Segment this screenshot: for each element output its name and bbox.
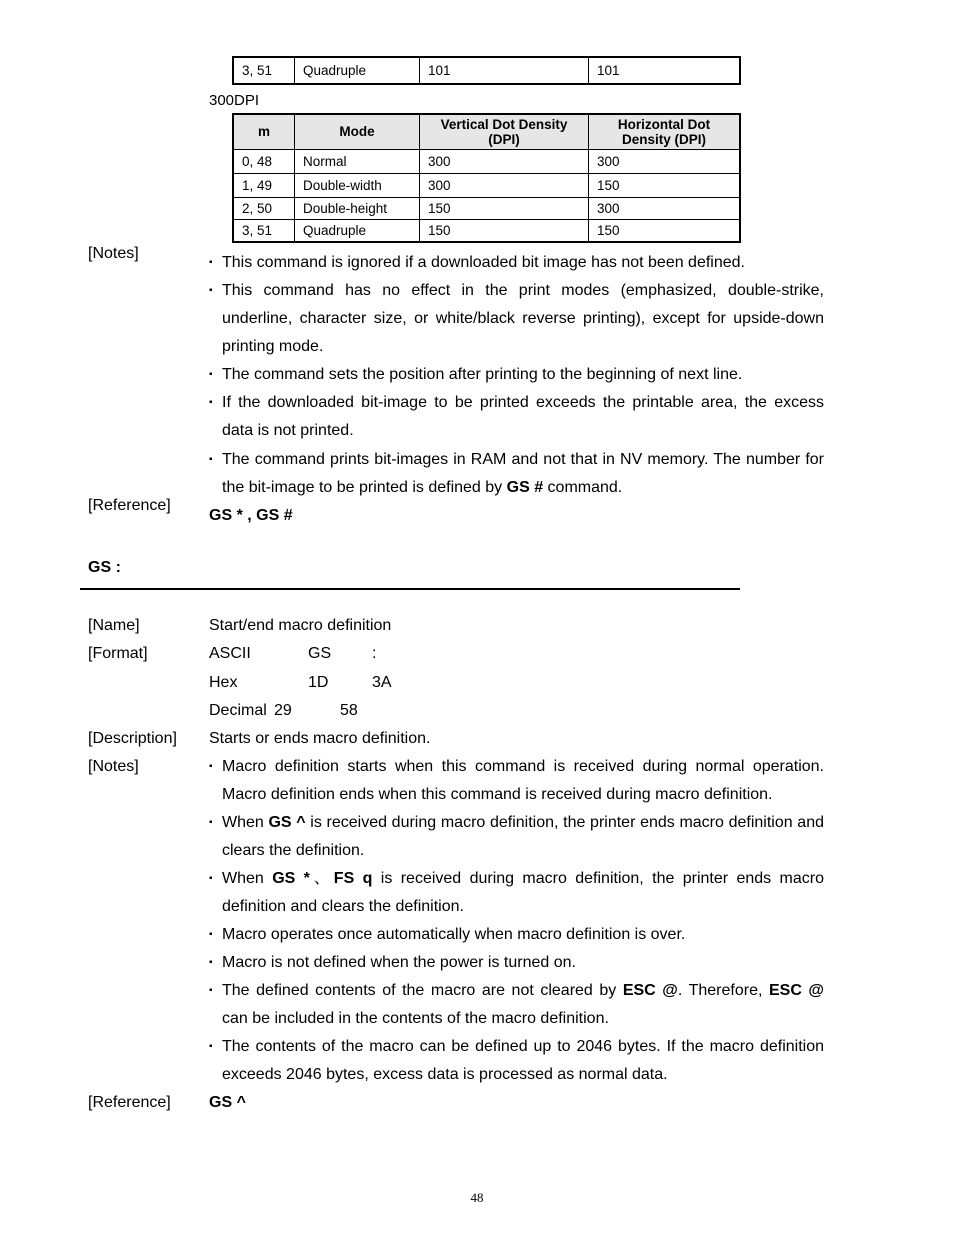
dpi300-table — [232, 113, 741, 243]
command-ref: GS * — [272, 870, 310, 887]
table-cell: 300 — [420, 149, 589, 173]
name-label: [Name] — [88, 617, 140, 634]
description-label: [Description] — [88, 730, 177, 747]
bullet-icon: ▪ — [209, 454, 213, 465]
bullet-icon: ▪ — [209, 873, 213, 884]
bullet-icon: ▪ — [209, 929, 213, 940]
command-ref: GS ^ — [268, 814, 306, 831]
table-cell: 150 — [420, 197, 589, 219]
bullet-icon: ▪ — [209, 957, 213, 968]
note-item — [209, 921, 824, 949]
table-cell: 3, 51 — [233, 219, 295, 242]
top-table — [232, 56, 741, 85]
format-label: [Format] — [88, 645, 148, 662]
note-text: This command is ignored if a downloaded bit image has not been defined. — [222, 254, 745, 271]
bullet-icon: ▪ — [209, 761, 213, 772]
format-ascii-type: ASCII — [209, 645, 251, 662]
command-ref: ESC @ — [768, 982, 825, 999]
reference-label: [Reference] — [88, 1094, 171, 1111]
note-item — [209, 389, 824, 445]
table-row — [233, 57, 740, 84]
table-cell: 1, 49 — [233, 173, 295, 197]
command-ref: GS # — [506, 479, 544, 496]
format-decimal-type: Decimal — [209, 702, 267, 719]
col-header-horizontal-line2: Density (DPI) — [621, 131, 706, 147]
table-cell: Quadruple — [295, 219, 420, 242]
note-item — [209, 1033, 824, 1089]
table-row — [233, 219, 740, 242]
col-header-m: m — [233, 114, 295, 149]
note-item — [209, 249, 824, 277]
table-cell: 300 — [420, 173, 589, 197]
format-hex-v1: 1D — [308, 674, 329, 691]
table-cell: Normal — [295, 149, 420, 173]
table-cell: 101 — [589, 57, 741, 84]
format-hex-type: Hex — [209, 674, 238, 691]
section-divider — [80, 588, 740, 590]
table-row — [233, 197, 740, 219]
note-text: The command sets the position after printing to the beginning of next line. — [222, 366, 743, 383]
note-item — [209, 361, 824, 389]
note-text: The defined contents of the macro are not cleared by ESC @. Therefore, ESC @ can be included in the contents of the macro definition. — [222, 982, 825, 1027]
table-cell: 2, 50 — [233, 197, 295, 219]
table-cell: 0, 48 — [233, 149, 295, 173]
col-header-vertical-line2: (DPI) — [488, 131, 520, 147]
col-header-horizontal-line1: Horizontal Dot — [617, 116, 711, 132]
name-value: Start/end macro definition — [209, 617, 392, 634]
notes-label: [Notes] — [88, 245, 139, 262]
table-cell: 300 — [589, 197, 741, 219]
dpi300-label: 300DPI — [209, 92, 260, 109]
table-cell: 300 — [589, 149, 741, 173]
note-text: When GS ^ is received during macro definition, the printer ends macro definition and clears the definition. — [222, 814, 824, 859]
note-text: Macro operates once automatically when macro definition is over. — [222, 926, 686, 943]
col-header-vertical-line1: Vertical Dot Density — [440, 116, 568, 132]
bullet-icon: ▪ — [209, 257, 213, 268]
table-row — [233, 173, 740, 197]
table-cell: 3, 51 — [233, 57, 295, 84]
note-text: Macro is not defined when the power is turned on. — [222, 954, 576, 971]
bullet-icon: ▪ — [209, 369, 213, 380]
section-heading: GS : — [88, 559, 121, 576]
note-text: Macro definition starts when this command is received during normal operation. Macro definition ends when this command is received during macro definition. — [222, 758, 824, 803]
note-item — [209, 949, 824, 977]
note-text: This command has no effect in the print modes (emphasized, double-strike, underline, character size, or white/black reverse printing), except for upside-down printing mode. — [222, 282, 824, 355]
note-item — [209, 277, 824, 361]
table-cell: Double-height — [295, 197, 420, 219]
note-item — [209, 865, 824, 921]
reference-label: [Reference] — [88, 497, 171, 514]
table-cell: Quadruple — [295, 57, 420, 84]
note-text: When GS *、FS q is received during macro definition, the printer ends macro definition and clears the definition. — [222, 870, 825, 915]
note-text: The command prints bit-images in RAM and not that in NV memory. The number for the bit-image to be printed is defined by GS # command. — [222, 451, 824, 496]
description-value: Starts or ends macro definition. — [209, 730, 431, 747]
format-decimal-v1: 29 — [274, 702, 292, 719]
table-cell: 150 — [420, 219, 589, 242]
bullet-icon: ▪ — [209, 397, 213, 408]
reference-value: GS * , GS # — [209, 507, 293, 524]
bullet-icon: ▪ — [209, 985, 213, 996]
table-header-row — [233, 114, 740, 149]
note-text: If the downloaded bit-image to be printed exceeds the printable area, the excess data is not printed. — [222, 394, 824, 439]
col-header-vertical — [420, 114, 589, 149]
table-cell: 101 — [420, 57, 589, 84]
bullet-icon: ▪ — [209, 817, 213, 828]
format-ascii-v1: GS — [308, 645, 332, 662]
format-ascii-v2: : — [372, 645, 377, 662]
format-decimal-v2: 58 — [340, 702, 358, 719]
page-number: 48 — [470, 1190, 484, 1205]
notes-label: [Notes] — [88, 758, 139, 775]
bullet-icon: ▪ — [209, 1041, 213, 1052]
table-row — [233, 149, 740, 173]
note-text: The contents of the macro can be defined up to 2046 bytes. If the macro definition exceeds 2046 bytes, excess data is processed as normal data. — [222, 1038, 824, 1083]
format-hex-v2: 3A — [372, 674, 392, 691]
command-ref: FS q — [333, 870, 373, 887]
note-item — [209, 446, 824, 502]
table-cell: Double-width — [295, 173, 420, 197]
col-header-horizontal — [589, 114, 741, 149]
col-header-mode: Mode — [295, 114, 420, 149]
note-item — [209, 977, 824, 1033]
command-ref: ESC @ — [622, 982, 678, 999]
reference-value: GS ^ — [209, 1094, 246, 1111]
note-item — [209, 809, 824, 865]
bullet-icon: ▪ — [209, 285, 213, 296]
table-cell: 150 — [589, 173, 741, 197]
table-cell: 150 — [589, 219, 741, 242]
note-item — [209, 753, 824, 809]
